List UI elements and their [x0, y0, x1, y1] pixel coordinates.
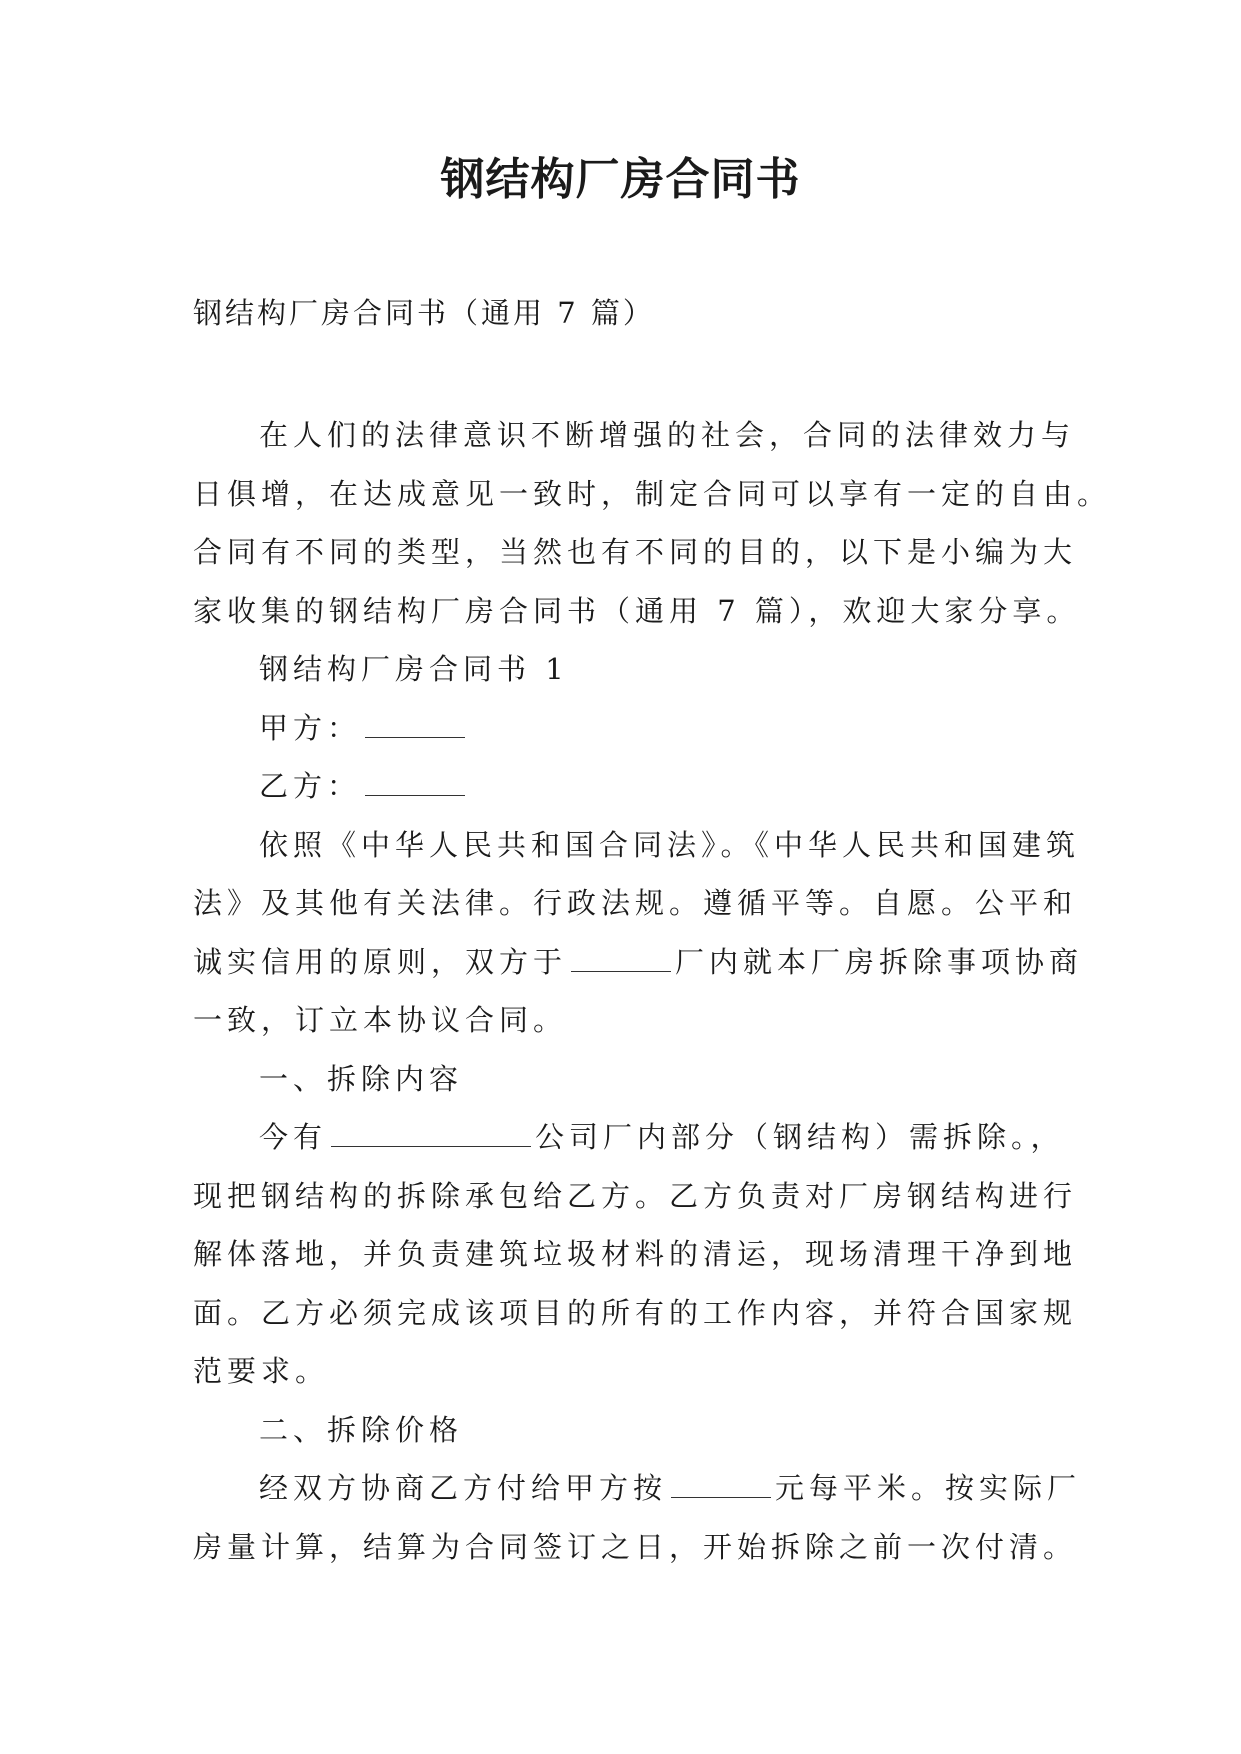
basis-text: 诚实信用的原则，双方于 [193, 944, 568, 979]
party-b-line [193, 757, 1055, 816]
basis-text: 厂内就本厂房拆除事项协商 [675, 944, 1084, 979]
intro-line: 合同有不同的类型，当然也有不同的目的，以下是小编为大 [193, 535, 1078, 569]
section2-text: 元每平米。按实际厂 [775, 1471, 1082, 1505]
basis-line: 法》及其他有关法律。行政法规。遵循平等。自愿。公平和 [193, 886, 1078, 920]
company-blank [331, 1126, 531, 1147]
section2-line [193, 1459, 1082, 1518]
party-b-label: 乙方： [259, 769, 362, 803]
section1-line: 解体落地，并负责建筑垃圾材料的清运，现场清理干净到地 [193, 1237, 1078, 1271]
intro-line: 家收集的钢结构厂房合同书（通用 7 篇），欢迎大家分享。 [193, 593, 1081, 628]
section1-line [193, 1108, 1065, 1167]
intro-line: 日俱增，在达成意见一致时，制定合同可以享有一定的自由。 [193, 476, 1112, 511]
section1-line: 现把钢结构的拆除承包给乙方。乙方负责对厂房钢结构进行 [193, 1178, 1078, 1213]
document-subtitle: 钢结构厂房合同书（通用 7 篇） [193, 296, 655, 330]
section-heading: 一、拆除内容 [259, 1061, 464, 1096]
section2-text: 经双方协商乙方付给甲方按 [259, 1471, 668, 1505]
party-b-blank [365, 775, 465, 796]
party-a-line [193, 699, 1055, 758]
contract-heading: 钢结构厂房合同书 1 [259, 652, 569, 686]
section1-line: 面。乙方必须完成该项目的所有的工作内容，并符合国家规 [193, 1295, 1078, 1330]
section2-line: 房量计算，结算为合同签订之日，开始拆除之前一次付清。 [193, 1529, 1078, 1564]
document-title: 钢结构厂房合同书 [440, 154, 801, 205]
basis-line: 一致，订立本协议合同。 [193, 1003, 568, 1037]
price-blank [671, 1477, 771, 1498]
section1-text: 今有 [259, 1120, 328, 1154]
location-blank [571, 951, 671, 972]
document-body [193, 406, 1112, 1576]
intro-line: 在人们的法律意识不断增强的社会，合同的法律效力与 [259, 418, 1076, 452]
basis-line [193, 933, 1084, 992]
party-a-label: 甲方： [259, 710, 362, 745]
basis-line: 依照《中华人民共和国合同法》。《中华人民共和国建筑 [259, 827, 1081, 862]
section-heading: 二、拆除价格 [259, 1412, 464, 1447]
section1-text: 公司厂内部分（钢结构）需拆除。， [535, 1120, 1065, 1154]
section1-line: 范要求。 [193, 1354, 330, 1388]
party-a-blank [365, 717, 465, 738]
